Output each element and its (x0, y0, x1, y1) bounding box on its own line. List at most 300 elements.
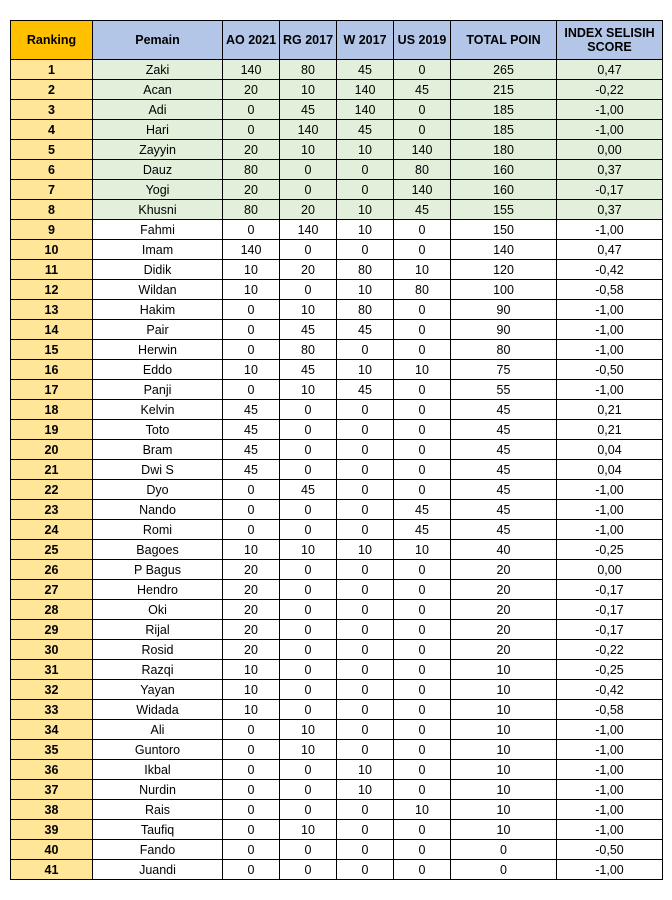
index-score-cell: 0,37 (557, 160, 663, 180)
index-score-cell: -0,22 (557, 640, 663, 660)
w-2017-cell: 45 (337, 60, 394, 80)
w-2017-cell: 0 (337, 340, 394, 360)
rg-2017-cell: 0 (280, 440, 337, 460)
player-name-cell: Razqi (93, 660, 223, 680)
ao-2021-cell: 45 (223, 460, 280, 480)
ao-2021-cell: 20 (223, 80, 280, 100)
w-2017-cell: 0 (337, 480, 394, 500)
index-score-cell: -1,00 (557, 720, 663, 740)
table-row (11, 340, 663, 360)
player-name-cell: Juandi (93, 860, 223, 880)
us-2019-cell: 45 (394, 520, 451, 540)
us-2019-cell: 10 (394, 360, 451, 380)
table-header (11, 21, 663, 60)
player-name-cell: Kelvin (93, 400, 223, 420)
ranking-cell: 28 (11, 600, 93, 620)
total-poin-cell: 75 (451, 360, 557, 380)
table-row (11, 60, 663, 80)
player-name-cell: Hari (93, 120, 223, 140)
player-name-cell: Didik (93, 260, 223, 280)
total-poin-cell: 10 (451, 740, 557, 760)
w-2017-cell: 0 (337, 460, 394, 480)
ranking-cell: 27 (11, 580, 93, 600)
total-poin-cell: 45 (451, 420, 557, 440)
us-2019-cell: 0 (394, 100, 451, 120)
ao-2021-cell: 10 (223, 680, 280, 700)
ao-2021-cell: 0 (223, 300, 280, 320)
w-2017-cell: 0 (337, 620, 394, 640)
table-row (11, 720, 663, 740)
ranking-cell: 13 (11, 300, 93, 320)
ranking-cell: 33 (11, 700, 93, 720)
table-row (11, 440, 663, 460)
table-body (11, 60, 663, 880)
us-2019-cell: 10 (394, 800, 451, 820)
table-row (11, 800, 663, 820)
rg-2017-cell: 80 (280, 340, 337, 360)
w-2017-cell: 0 (337, 660, 394, 680)
ao-2021-cell: 0 (223, 800, 280, 820)
w-2017-cell: 10 (337, 760, 394, 780)
header-us-2019: US 2019 (394, 21, 451, 60)
player-name-cell: P Bagus (93, 560, 223, 580)
player-name-cell: Bagoes (93, 540, 223, 560)
ranking-cell: 10 (11, 240, 93, 260)
total-poin-cell: 160 (451, 180, 557, 200)
rg-2017-cell: 20 (280, 260, 337, 280)
w-2017-cell: 10 (337, 220, 394, 240)
index-score-cell: 0,21 (557, 400, 663, 420)
player-name-cell: Widada (93, 700, 223, 720)
player-name-cell: Pair (93, 320, 223, 340)
w-2017-cell: 0 (337, 560, 394, 580)
header-ranking: Ranking (11, 21, 93, 60)
rg-2017-cell: 0 (280, 460, 337, 480)
total-poin-cell: 215 (451, 80, 557, 100)
ranking-cell: 23 (11, 500, 93, 520)
total-poin-cell: 20 (451, 600, 557, 620)
table-row (11, 620, 663, 640)
table-row (11, 680, 663, 700)
player-name-cell: Rosid (93, 640, 223, 660)
ranking-cell: 35 (11, 740, 93, 760)
player-name-cell: Romi (93, 520, 223, 540)
w-2017-cell: 10 (337, 280, 394, 300)
total-poin-cell: 265 (451, 60, 557, 80)
ao-2021-cell: 140 (223, 240, 280, 260)
ranking-cell: 18 (11, 400, 93, 420)
ranking-cell: 17 (11, 380, 93, 400)
ao-2021-cell: 0 (223, 220, 280, 240)
total-poin-cell: 45 (451, 520, 557, 540)
ao-2021-cell: 10 (223, 280, 280, 300)
player-name-cell: Dauz (93, 160, 223, 180)
player-name-cell: Oki (93, 600, 223, 620)
index-score-cell: -1,00 (557, 380, 663, 400)
total-poin-cell: 10 (451, 820, 557, 840)
us-2019-cell: 0 (394, 60, 451, 80)
ranking-cell: 24 (11, 520, 93, 540)
header-w-2017: W 2017 (337, 21, 394, 60)
total-poin-cell: 20 (451, 580, 557, 600)
index-score-cell: -0,22 (557, 80, 663, 100)
table-row (11, 160, 663, 180)
ranking-table (10, 20, 663, 880)
table-row (11, 140, 663, 160)
rg-2017-cell: 0 (280, 600, 337, 620)
rg-2017-cell: 10 (280, 300, 337, 320)
rg-2017-cell: 0 (280, 780, 337, 800)
rg-2017-cell: 10 (280, 80, 337, 100)
index-score-cell: 0,00 (557, 560, 663, 580)
ao-2021-cell: 10 (223, 360, 280, 380)
table-row (11, 220, 663, 240)
rg-2017-cell: 0 (280, 860, 337, 880)
total-poin-cell: 10 (451, 660, 557, 680)
rg-2017-cell: 45 (280, 360, 337, 380)
us-2019-cell: 0 (394, 620, 451, 640)
ranking-cell: 40 (11, 840, 93, 860)
w-2017-cell: 0 (337, 740, 394, 760)
ao-2021-cell: 0 (223, 760, 280, 780)
header-index-selisih-score: INDEX SELISIH SCORE (557, 21, 663, 60)
table-row (11, 100, 663, 120)
index-score-cell: -0,42 (557, 680, 663, 700)
us-2019-cell: 0 (394, 660, 451, 680)
ao-2021-cell: 0 (223, 380, 280, 400)
ao-2021-cell: 0 (223, 480, 280, 500)
table-row (11, 320, 663, 340)
us-2019-cell: 0 (394, 240, 451, 260)
ranking-cell: 34 (11, 720, 93, 740)
ao-2021-cell: 10 (223, 660, 280, 680)
ao-2021-cell: 20 (223, 620, 280, 640)
us-2019-cell: 0 (394, 340, 451, 360)
player-name-cell: Hendro (93, 580, 223, 600)
us-2019-cell: 10 (394, 260, 451, 280)
header-row (11, 21, 663, 60)
w-2017-cell: 80 (337, 300, 394, 320)
ranking-cell: 36 (11, 760, 93, 780)
ao-2021-cell: 0 (223, 860, 280, 880)
rg-2017-cell: 20 (280, 200, 337, 220)
index-score-cell: 0,04 (557, 440, 663, 460)
player-name-cell: Imam (93, 240, 223, 260)
w-2017-cell: 0 (337, 640, 394, 660)
total-poin-cell: 100 (451, 280, 557, 300)
table-row (11, 180, 663, 200)
w-2017-cell: 10 (337, 140, 394, 160)
ranking-cell: 11 (11, 260, 93, 280)
total-poin-cell: 0 (451, 860, 557, 880)
us-2019-cell: 0 (394, 460, 451, 480)
ao-2021-cell: 20 (223, 640, 280, 660)
w-2017-cell: 0 (337, 720, 394, 740)
rg-2017-cell: 0 (280, 400, 337, 420)
w-2017-cell: 0 (337, 520, 394, 540)
index-score-cell: -1,00 (557, 740, 663, 760)
table-row (11, 360, 663, 380)
rg-2017-cell: 0 (280, 840, 337, 860)
index-score-cell: -0,50 (557, 840, 663, 860)
total-poin-cell: 185 (451, 120, 557, 140)
table-row (11, 280, 663, 300)
index-score-cell: -1,00 (557, 860, 663, 880)
player-name-cell: Wildan (93, 280, 223, 300)
table-row (11, 500, 663, 520)
rg-2017-cell: 0 (280, 240, 337, 260)
total-poin-cell: 80 (451, 340, 557, 360)
ranking-cell: 2 (11, 80, 93, 100)
total-poin-cell: 45 (451, 500, 557, 520)
table-row (11, 540, 663, 560)
w-2017-cell: 0 (337, 680, 394, 700)
player-name-cell: Herwin (93, 340, 223, 360)
total-poin-cell: 20 (451, 640, 557, 660)
total-poin-cell: 120 (451, 260, 557, 280)
player-name-cell: Ikbal (93, 760, 223, 780)
rg-2017-cell: 0 (280, 180, 337, 200)
rg-2017-cell: 0 (280, 500, 337, 520)
table-row (11, 400, 663, 420)
index-score-cell: -1,00 (557, 220, 663, 240)
ranking-cell: 30 (11, 640, 93, 660)
ao-2021-cell: 20 (223, 580, 280, 600)
index-score-cell: -1,00 (557, 480, 663, 500)
us-2019-cell: 80 (394, 160, 451, 180)
total-poin-cell: 10 (451, 720, 557, 740)
w-2017-cell: 10 (337, 540, 394, 560)
total-poin-cell: 180 (451, 140, 557, 160)
rg-2017-cell: 0 (280, 580, 337, 600)
index-score-cell: -1,00 (557, 100, 663, 120)
us-2019-cell: 0 (394, 120, 451, 140)
ao-2021-cell: 0 (223, 780, 280, 800)
ranking-cell: 29 (11, 620, 93, 640)
total-poin-cell: 10 (451, 700, 557, 720)
w-2017-cell: 0 (337, 400, 394, 420)
index-score-cell: -1,00 (557, 120, 663, 140)
total-poin-cell: 55 (451, 380, 557, 400)
us-2019-cell: 140 (394, 180, 451, 200)
us-2019-cell: 0 (394, 840, 451, 860)
ao-2021-cell: 0 (223, 740, 280, 760)
total-poin-cell: 150 (451, 220, 557, 240)
us-2019-cell: 0 (394, 220, 451, 240)
ranking-cell: 26 (11, 560, 93, 580)
w-2017-cell: 45 (337, 320, 394, 340)
rg-2017-cell: 45 (280, 320, 337, 340)
player-name-cell: Ali (93, 720, 223, 740)
rg-2017-cell: 0 (280, 520, 337, 540)
index-score-cell: 0,37 (557, 200, 663, 220)
ranking-cell: 39 (11, 820, 93, 840)
ranking-cell: 16 (11, 360, 93, 380)
ao-2021-cell: 45 (223, 400, 280, 420)
table-row (11, 820, 663, 840)
us-2019-cell: 0 (394, 400, 451, 420)
table-row (11, 640, 663, 660)
index-score-cell: 0,04 (557, 460, 663, 480)
rg-2017-cell: 0 (280, 560, 337, 580)
us-2019-cell: 0 (394, 640, 451, 660)
index-score-cell: -1,00 (557, 300, 663, 320)
ao-2021-cell: 45 (223, 440, 280, 460)
player-name-cell: Yayan (93, 680, 223, 700)
ranking-cell: 3 (11, 100, 93, 120)
player-name-cell: Adi (93, 100, 223, 120)
ranking-cell: 7 (11, 180, 93, 200)
ao-2021-cell: 0 (223, 100, 280, 120)
index-score-cell: -0,25 (557, 540, 663, 560)
us-2019-cell: 0 (394, 860, 451, 880)
table-row (11, 120, 663, 140)
us-2019-cell: 0 (394, 720, 451, 740)
player-name-cell: Rais (93, 800, 223, 820)
total-poin-cell: 0 (451, 840, 557, 860)
rg-2017-cell: 0 (280, 420, 337, 440)
us-2019-cell: 0 (394, 480, 451, 500)
player-name-cell: Panji (93, 380, 223, 400)
index-score-cell: -0,17 (557, 580, 663, 600)
ao-2021-cell: 0 (223, 840, 280, 860)
table-row (11, 260, 663, 280)
table-row (11, 580, 663, 600)
rg-2017-cell: 140 (280, 120, 337, 140)
us-2019-cell: 45 (394, 500, 451, 520)
index-score-cell: 0,47 (557, 60, 663, 80)
ranking-cell: 9 (11, 220, 93, 240)
table-row (11, 700, 663, 720)
ranking-cell: 14 (11, 320, 93, 340)
w-2017-cell: 140 (337, 100, 394, 120)
us-2019-cell: 0 (394, 560, 451, 580)
us-2019-cell: 45 (394, 80, 451, 100)
us-2019-cell: 0 (394, 600, 451, 620)
ao-2021-cell: 0 (223, 320, 280, 340)
us-2019-cell: 45 (394, 200, 451, 220)
w-2017-cell: 140 (337, 80, 394, 100)
player-name-cell: Nando (93, 500, 223, 520)
w-2017-cell: 10 (337, 200, 394, 220)
us-2019-cell: 0 (394, 380, 451, 400)
index-score-cell: -0,17 (557, 620, 663, 640)
index-score-cell: -1,00 (557, 780, 663, 800)
rg-2017-cell: 0 (280, 660, 337, 680)
table-row (11, 860, 663, 880)
player-name-cell: Taufiq (93, 820, 223, 840)
index-score-cell: -0,42 (557, 260, 663, 280)
index-score-cell: -1,00 (557, 800, 663, 820)
player-name-cell: Acan (93, 80, 223, 100)
ranking-cell: 38 (11, 800, 93, 820)
table-row (11, 420, 663, 440)
us-2019-cell: 0 (394, 680, 451, 700)
total-poin-cell: 10 (451, 780, 557, 800)
rg-2017-cell: 0 (280, 280, 337, 300)
ao-2021-cell: 140 (223, 60, 280, 80)
player-name-cell: Khusni (93, 200, 223, 220)
us-2019-cell: 0 (394, 740, 451, 760)
rg-2017-cell: 0 (280, 680, 337, 700)
ao-2021-cell: 0 (223, 340, 280, 360)
rg-2017-cell: 0 (280, 800, 337, 820)
index-score-cell: -1,00 (557, 500, 663, 520)
rg-2017-cell: 80 (280, 60, 337, 80)
us-2019-cell: 0 (394, 820, 451, 840)
total-poin-cell: 40 (451, 540, 557, 560)
index-score-cell: -0,17 (557, 180, 663, 200)
w-2017-cell: 80 (337, 260, 394, 280)
table-row (11, 240, 663, 260)
ranking-cell: 4 (11, 120, 93, 140)
ao-2021-cell: 0 (223, 500, 280, 520)
w-2017-cell: 0 (337, 700, 394, 720)
ao-2021-cell: 10 (223, 260, 280, 280)
us-2019-cell: 0 (394, 320, 451, 340)
index-score-cell: -0,58 (557, 280, 663, 300)
rg-2017-cell: 0 (280, 160, 337, 180)
table-row (11, 480, 663, 500)
ranking-cell: 5 (11, 140, 93, 160)
ao-2021-cell: 80 (223, 200, 280, 220)
ranking-cell: 8 (11, 200, 93, 220)
header-rg-2017: RG 2017 (280, 21, 337, 60)
rg-2017-cell: 0 (280, 640, 337, 660)
total-poin-cell: 10 (451, 680, 557, 700)
ranking-cell: 15 (11, 340, 93, 360)
ao-2021-cell: 20 (223, 600, 280, 620)
player-name-cell: Guntoro (93, 740, 223, 760)
total-poin-cell: 20 (451, 560, 557, 580)
ranking-cell: 37 (11, 780, 93, 800)
w-2017-cell: 0 (337, 580, 394, 600)
table-row (11, 780, 663, 800)
total-poin-cell: 10 (451, 800, 557, 820)
total-poin-cell: 20 (451, 620, 557, 640)
w-2017-cell: 0 (337, 840, 394, 860)
total-poin-cell: 90 (451, 300, 557, 320)
w-2017-cell: 45 (337, 380, 394, 400)
w-2017-cell: 0 (337, 600, 394, 620)
table-row (11, 300, 663, 320)
ao-2021-cell: 10 (223, 540, 280, 560)
ranking-cell: 21 (11, 460, 93, 480)
total-poin-cell: 160 (451, 160, 557, 180)
ranking-cell: 32 (11, 680, 93, 700)
player-name-cell: Hakim (93, 300, 223, 320)
total-poin-cell: 10 (451, 760, 557, 780)
total-poin-cell: 155 (451, 200, 557, 220)
header-total-poin: TOTAL POIN (451, 21, 557, 60)
index-score-cell: 0,00 (557, 140, 663, 160)
ao-2021-cell: 0 (223, 520, 280, 540)
table-row (11, 840, 663, 860)
ao-2021-cell: 80 (223, 160, 280, 180)
index-score-cell: 0,47 (557, 240, 663, 260)
rg-2017-cell: 0 (280, 700, 337, 720)
total-poin-cell: 45 (451, 440, 557, 460)
rg-2017-cell: 10 (280, 740, 337, 760)
us-2019-cell: 80 (394, 280, 451, 300)
table-row (11, 660, 663, 680)
w-2017-cell: 0 (337, 820, 394, 840)
ranking-cell: 6 (11, 160, 93, 180)
us-2019-cell: 0 (394, 300, 451, 320)
w-2017-cell: 0 (337, 440, 394, 460)
header-pemain: Pemain (93, 21, 223, 60)
table-row (11, 560, 663, 580)
